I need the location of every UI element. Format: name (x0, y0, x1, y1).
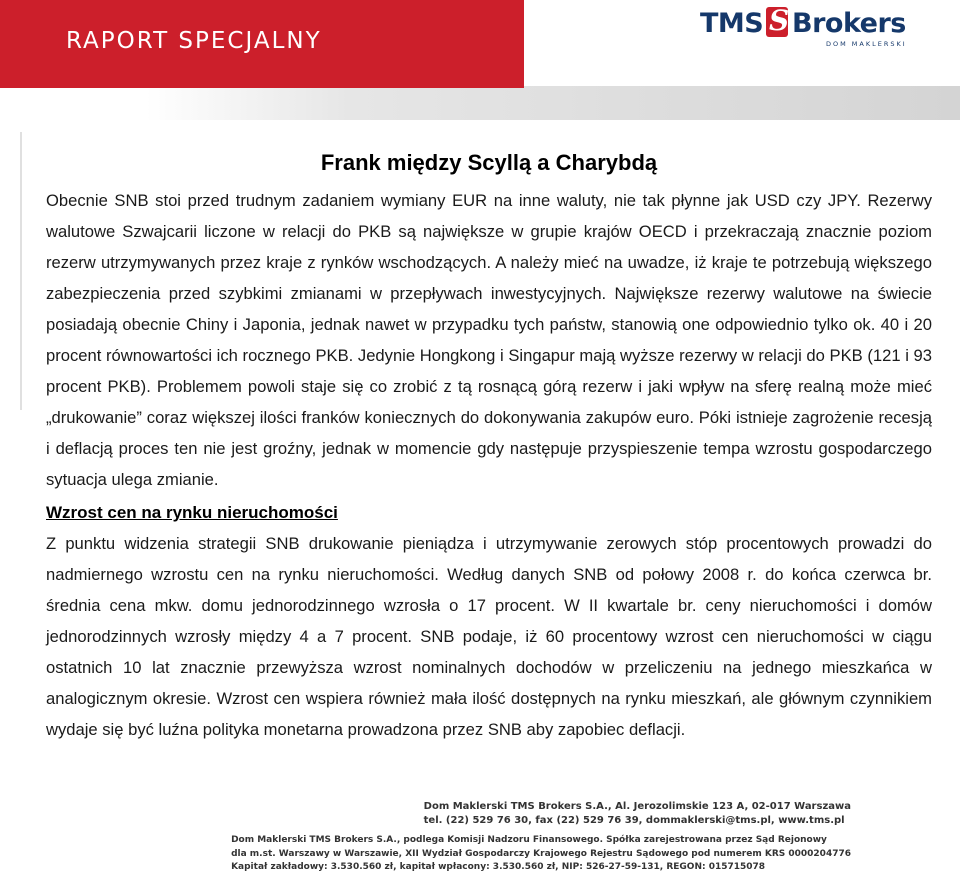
article-paragraph-2: Z punktu widzenia strategii SNB drukowanie pieniądza i utrzymywanie zerowych stóp procentowych prowadzi do nadmiernego wzrostu cen na rynku nieruchomości. Według danych SNB od połowy 2008 r. do końca czerwca br. średnia cena mkw. domu jednorodzinnego wzrosła o 17 procent. W II kwartale br. ceny nieruchomości i domów jednorodzinnych wzrosły między 4 a 7 procent. SNB podaje, iż 60 procentowy wzrost cen nieruchomości w ciągu ostatnich 10 lat znacznie przewyższa wzrost nominalnych dochodów w przeliczeniu na jednego mieszkańca w analogicznym okresie. Wzrost cen wspiera również mała ilość dostępnych na rynku mieszkań, ale głównym czynnikiem wydaje się być luźna polityka monetarna prowadzona przez SNB aby zapobiec deflacji. (46, 534, 932, 739)
article-title: Frank między Scyllą a Charybdą (320, 150, 658, 175)
footer-legal-line-3: Kapitał zakładowy: 3.530.560 zł, kapitał wpłacony: 3.530.560 zł, NIP: 526-27-59-131, REGON: 015715078 (231, 862, 766, 872)
footer-address-line-1: Dom Maklerski TMS Brokers S.A., Al. Jerozolimskie 123 A, 02-017 Warszawa (423, 801, 851, 812)
logo-s-glyph: S (769, 4, 790, 37)
logo-text-tms: TMS (700, 8, 764, 39)
logo-subtitle: DOM MAKLERSKI (826, 40, 907, 48)
logo-s-mark-icon (766, 4, 790, 37)
article-body (46, 150, 932, 745)
logo-text-brokers: Brokers (792, 8, 906, 39)
article-paragraph-1: Obecnie SNB stoi przed trudnym zadaniem wymiany EUR na inne waluty, nie tak płynne jak USD czy JPY. Rezerwy walutowe Szwajcarii liczone w relacji do PKB są największe w grupie krajów OECD i przekraczają znacznie poziom rezerw utrzymywanych przez kraje z rynków wschodzących. A należy mieć na uwadze, iż kraje te potrzebują większego zabezpieczenia przed szybkimi zmianami w przepływach inwestycyjnych. Największe rezerwy walutowe na świecie posiadają obecnie Chiny i Japonia, jednak nawet w przypadku tych państw, stanowią one odpowiednio tylko ok. 40 i 20 procent równowartości ich rocznego PKB. Jedynie Hongkong i Singapur mają wyższe rezerwy w relacji do PKB (121 i 93 procent PKB). Problemem powoli staje się co zrobić z tą rosnącą górą rezerw i jaki wpływ na sferę realną może mieć „drukowanie” coraz większej ilości franków koniecznych do dokonywania zakupów euro. Póki istnieje zagrożenie recesją i deflacją proces ten nie jest groźny, jednak w momencie gdy następuje przyspieszenie tempa wzrostu gospodarczego sytuacja ulega zmianie. (46, 191, 932, 489)
header-grey-band (146, 86, 960, 120)
left-margin-rule (20, 132, 22, 410)
footer-legal-line-1: Dom Maklerski TMS Brokers S.A., podlega Komisji Nadzoru Finansowego. Spółka zarejestrowana przez Sąd Rejonowy (231, 835, 827, 845)
header-red-banner (0, 0, 524, 88)
footer-address-line-2: tel. (22) 529 76 30, fax (22) 529 76 39, dommaklerski@tms.pl, www.tms.pl (423, 815, 845, 826)
section-subheading: Wzrost cen na rynku nieruchomości (46, 503, 338, 522)
report-type-title: RAPORT SPECJALNY (66, 28, 322, 54)
footer-legal (231, 834, 851, 875)
footer-address (424, 800, 851, 828)
footer-legal-line-2: dla m.st. Warszawy w Warszawie, XII Wydział Gospodarczy Krajowego Rejestru Sądowego pod numerem KRS 0000204776 (231, 848, 851, 859)
tms-brokers-logo (700, 4, 910, 46)
